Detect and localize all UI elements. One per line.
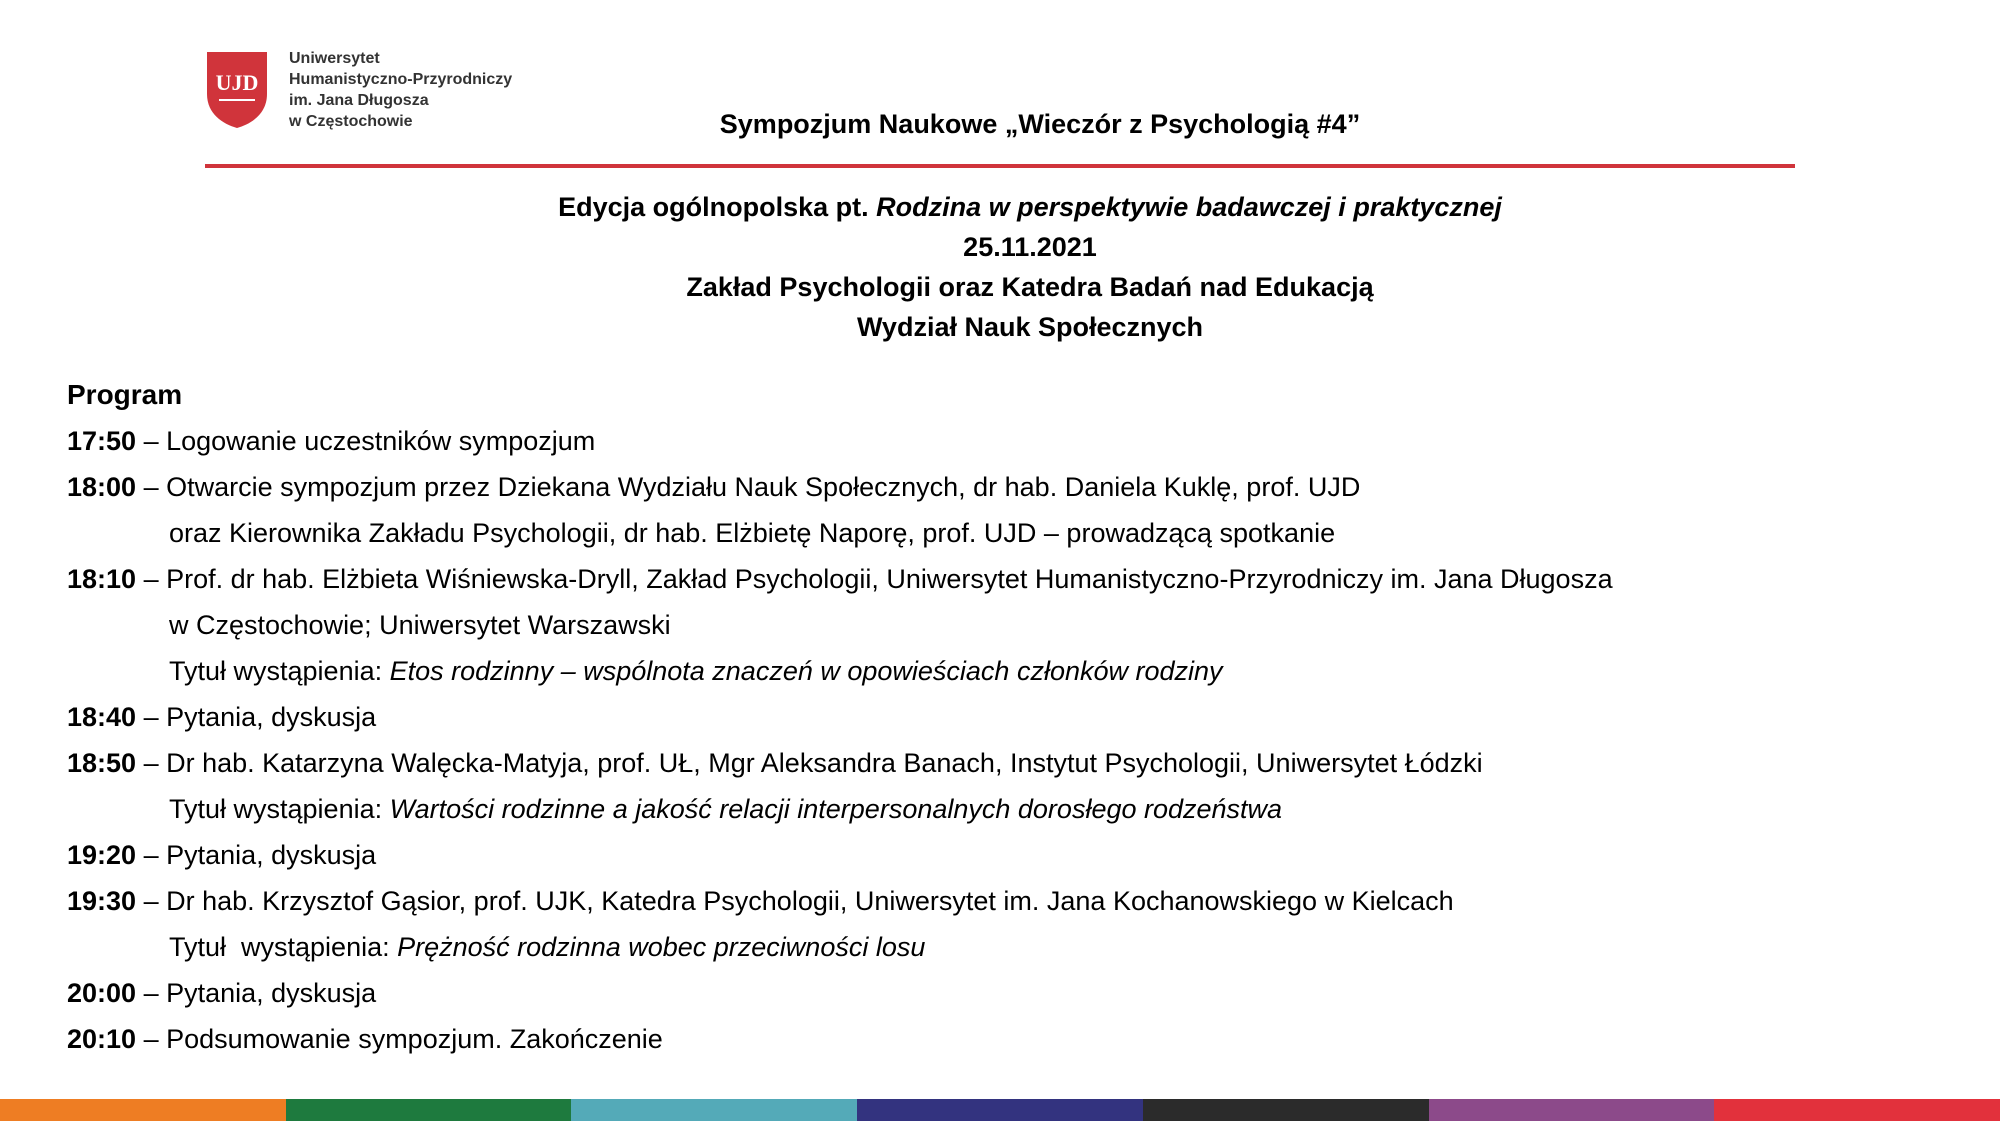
footer-stripe — [286, 1099, 572, 1121]
edition-prefix: Edycja ogólnopolska pt. — [558, 192, 869, 222]
faculty: Wydział Nauk Społecznych — [856, 312, 1204, 342]
item-text: – Podsumowanie sympozjum. Zakończenie — [136, 1024, 663, 1054]
university-name-line: w Częstochowie — [289, 113, 413, 130]
program-item — [67, 1016, 1967, 1062]
program-item-continuation: oraz Kierownika Zakładu Psychologii, dr hab. Elżbietę Naporę, prof. UJD – prowadzącą spotkanie — [169, 518, 1336, 548]
talk-title: Wartości rodzinne a jakość relacji interpersonalnych dorosłego rodzeństwa — [389, 794, 1283, 824]
talk-title-label: Tytuł wystąpienia: — [169, 656, 390, 686]
organizers: Zakład Psychologii oraz Katedra Badań nad Edukacją — [686, 272, 1374, 302]
program-item — [67, 694, 1967, 740]
item-time: 19:30 — [67, 886, 137, 916]
program-heading: Program — [67, 379, 183, 410]
talk-title-line — [67, 924, 1967, 970]
item-time: 19:20 — [67, 840, 137, 870]
header-divider — [205, 164, 1795, 168]
item-text: – Pytania, dyskusja — [136, 840, 377, 870]
footer-stripe — [0, 1099, 286, 1121]
item-time: 18:00 — [67, 472, 137, 502]
edition-title: Rodzina w perspektywie badawczej i praktycznej — [876, 192, 1502, 222]
edition-line — [60, 187, 2000, 227]
event-date: 25.11.2021 — [963, 232, 1097, 262]
talk-title: Etos rodzinny – wspólnota znaczeń w opowieściach członków rodziny — [389, 656, 1223, 686]
item-text: – Pytania, dyskusja — [136, 702, 377, 732]
talk-title-line — [67, 786, 1967, 832]
item-text: – Prof. dr hab. Elżbieta Wiśniewska-Dryll, Zakład Psychologii, Uniwersytet Humanistyczno-Przyrodniczy im. Jana Długosza — [136, 564, 1613, 594]
program-item — [67, 832, 1967, 878]
program-item — [67, 878, 1967, 924]
logo-letters: UJD — [215, 70, 259, 95]
footer-stripe — [1429, 1099, 1715, 1121]
footer-stripe — [857, 1099, 1143, 1121]
talk-title-label: Tytuł wystąpienia: — [169, 932, 398, 962]
university-name-line: Humanistyczno-Przyrodniczy — [289, 71, 513, 88]
item-text: – Logowanie uczestników sympozjum — [136, 426, 596, 456]
university-name-line: Uniwersytet — [289, 50, 380, 67]
talk-title: Prężność rodzinna wobec przeciwności losu — [397, 932, 926, 962]
item-time: 18:40 — [67, 702, 137, 732]
item-time: 17:50 — [67, 426, 137, 456]
symposium-title: Sympozjum Naukowe „Wieczór z Psychologią #4” — [719, 109, 1361, 139]
program-item — [67, 740, 1967, 786]
event-header — [0, 187, 2000, 347]
footer-stripe — [571, 1099, 857, 1121]
item-time: 20:00 — [67, 978, 137, 1008]
item-time: 18:10 — [67, 564, 137, 594]
program-item — [67, 418, 1967, 464]
talk-title-line — [67, 648, 1967, 694]
item-text: – Dr hab. Katarzyna Walęcka-Matyja, prof. UŁ, Mgr Aleksandra Banach, Instytut Psychologii, Uniwersytet Łódzki — [136, 748, 1483, 778]
item-time: 20:10 — [67, 1024, 137, 1054]
footer-color-stripes — [0, 1099, 2000, 1125]
item-text: – Otwarcie sympozjum przez Dziekana Wydziału Nauk Społecznych, dr hab. Daniela Kuklę, prof. UJD — [136, 472, 1361, 502]
footer-stripe — [1714, 1099, 2000, 1121]
program-item — [67, 556, 1967, 602]
program-item — [67, 464, 1967, 510]
program-item-continuation: w Częstochowie; Uniwersytet Warszawski — [169, 610, 671, 640]
program-item — [67, 970, 1967, 1016]
program-section — [67, 375, 1967, 1062]
talk-title-label: Tytuł wystąpienia: — [169, 794, 390, 824]
item-time: 18:50 — [67, 748, 137, 778]
university-name-line: im. Jana Długosza — [289, 92, 429, 109]
item-text: – Dr hab. Krzysztof Gąsior, prof. UJK, Katedra Psychologii, Uniwersytet im. Jana Kochanowskiego w Kielcach — [136, 886, 1454, 916]
item-text: – Pytania, dyskusja — [136, 978, 377, 1008]
footer-stripe — [1143, 1099, 1429, 1121]
